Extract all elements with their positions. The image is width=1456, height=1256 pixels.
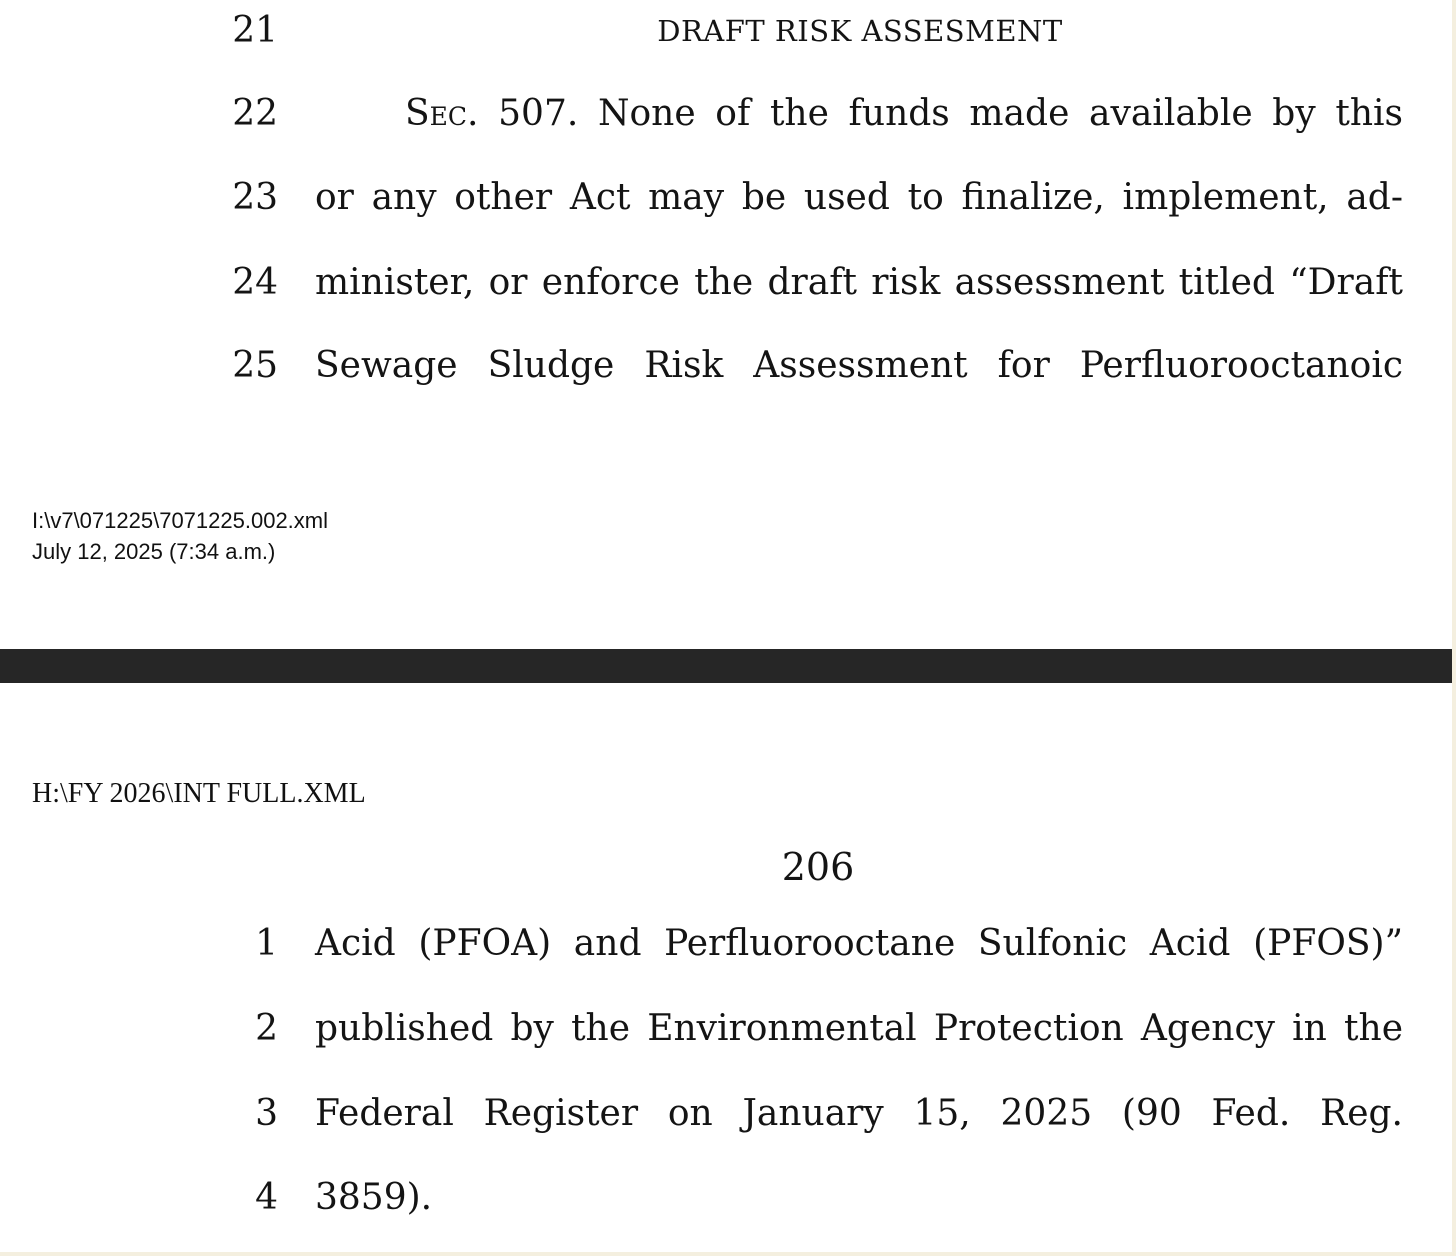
line-number: 2 [255,1008,278,1049]
line-text: Acid (PFOA) and Perfluorooctane Sulfonic Acid (PFOS)” [315,923,1403,964]
section-text-line [405,93,1403,134]
line-number: 1 [255,923,278,964]
line-number: 22 [232,93,278,134]
footer-timestamp: July 12, 2025 (7:34 a.m.) [32,539,276,564]
page-separator [0,649,1452,683]
line-text: minister, or enforce the draft risk assessment titled “Draft [315,262,1403,303]
line-number: 24 [232,262,278,303]
line-number: 4 [255,1177,278,1218]
line-text: 3859). [315,1177,433,1218]
line-number: 23 [232,177,278,218]
footer-file-path: I:\v7\071225\7071225.002.xml [32,508,329,533]
line-text: Sewage Sludge Risk Assessment for Perfluorooctanoic [315,345,1403,386]
line-number: 25 [232,345,278,386]
line-text: or any other Act may be used to finalize, implement, ad- [315,177,1403,218]
line-text: published by the Environmental Protection Agency in the [315,1008,1403,1049]
line-number: 3 [255,1093,278,1134]
line-text: Federal Register on January 15, 2025 (90 Fed. Reg. [315,1093,1403,1134]
section-label: Sec. [405,93,479,134]
section-heading: DRAFT RISK ASSESMENT [657,14,1063,48]
page-header-file: H:\FY 2026\INT FULL.XML [32,778,366,809]
line-number: 21 [232,10,278,51]
page-bottom [0,683,1452,1252]
page-number: 206 [781,845,855,889]
line-text: 507. None of the funds made available by this [498,93,1403,134]
